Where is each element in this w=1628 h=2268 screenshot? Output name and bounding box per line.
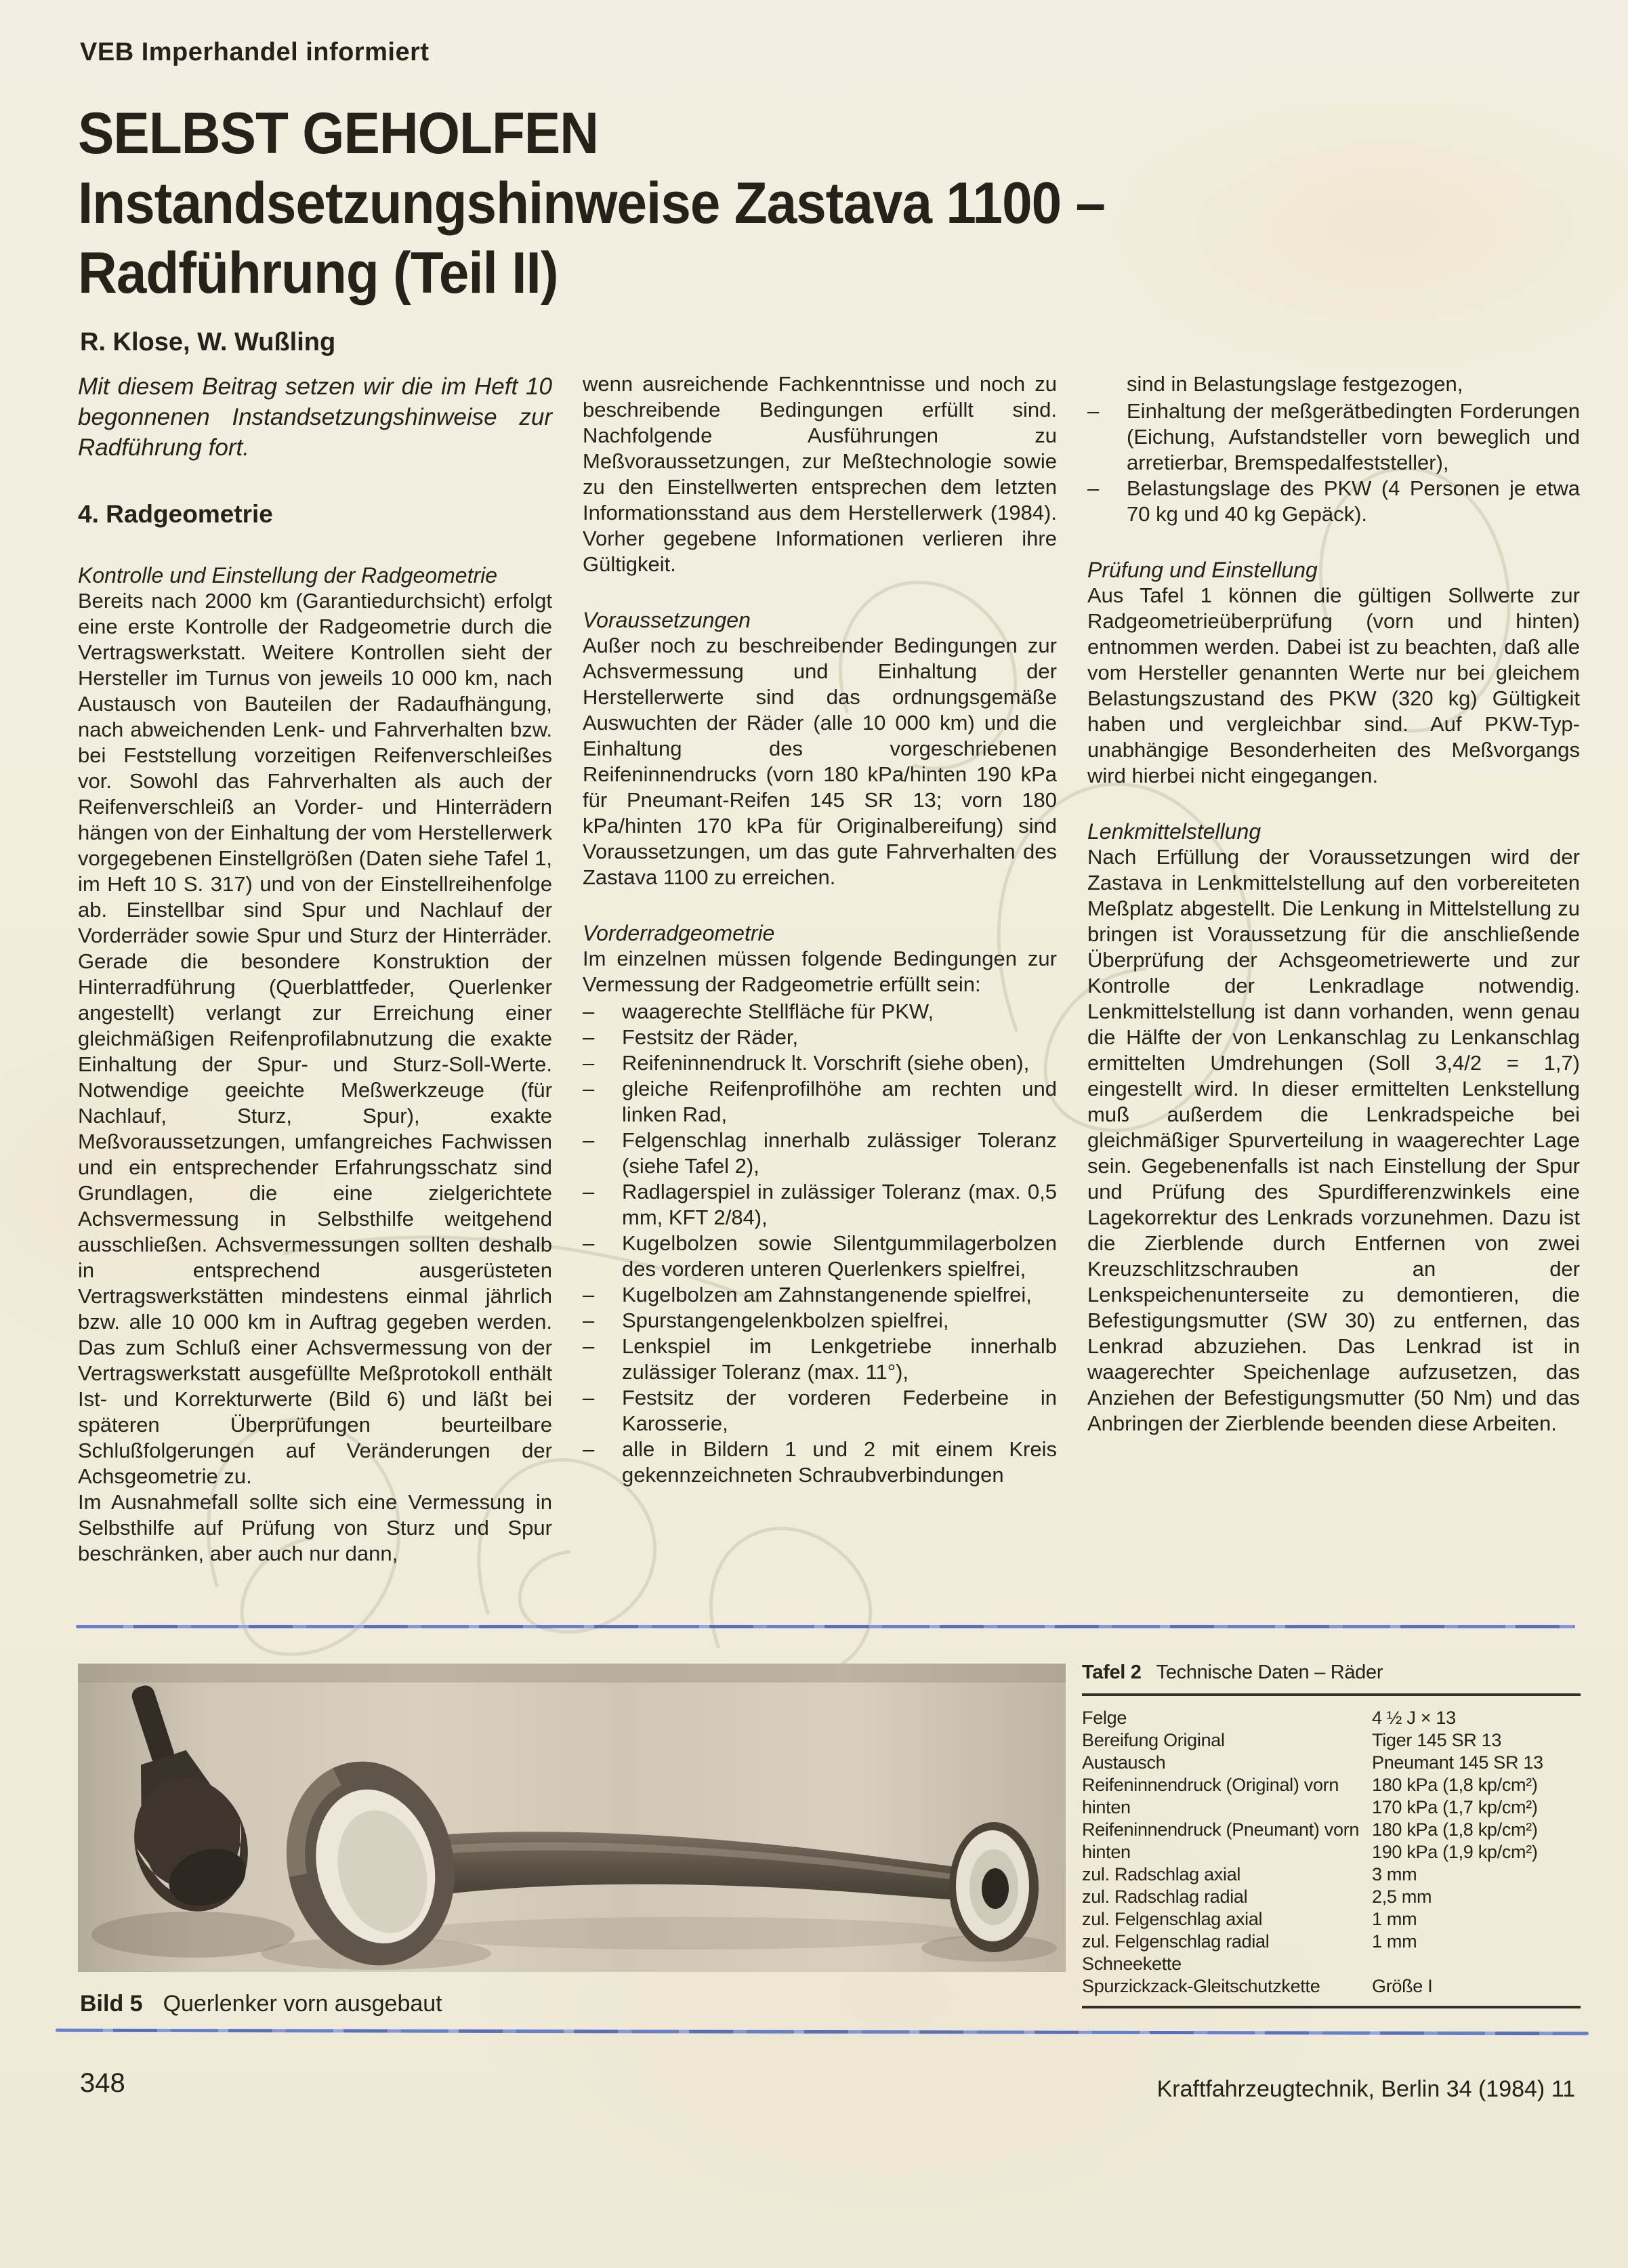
article-columns <box>78 371 1580 1626</box>
dash-bullet: – <box>583 1051 595 1075</box>
paragraph: Aus Tafel 1 können die gültigen Sollwerte zur Radgeometrieüberprüfung (vorn und hinten) entnommen werden. Dabei ist zu beachten, daß alle vom Hersteller genannten Werte nur bei gleichem Belastungszustand des PKW (320 kg) Gültigkeit haben und vergleichbar sind. Auf PKW-Typ-unabhängige Besonderheiten des Meßvorgangs wird hierbei nicht eingegangen. <box>1087 583 1580 787</box>
intro-abstract: Mit diesem Beitrag setzen wir die im Heft 10 begonnenen Instandsetzungshinweise zur Radführung fort. <box>78 373 552 461</box>
subheading-kontrolle-einstellung: Kontrolle und Einstellung der Radgeometrie <box>78 563 498 587</box>
paragraph: Außer noch zu beschreibender Bedingungen zur Achsvermessung und Einhaltung der Herstellerwerte sind das ordnungsgemäße Auswuchten der Räder (alle 10 000 km) und die Einhaltung des vorgeschriebenen Reifeninnendrucks (vorn 180 kPa/hinten 190 kPa für Pneumant-Reifen 145 SR 13; vorn 180 kPa/hinten 170 kPa für Originalbereifung) sind Voraussetzungen, um das gute Fahrverhalten des Zastava 1100 zu erreichen. <box>583 634 1057 889</box>
list-item: – Reifeninnendruck lt. Vorschrift (siehe oben), <box>583 1051 1030 1075</box>
table-cell-label: hinten <box>1082 1842 1131 1862</box>
figure-caption-label: Bild 5 <box>80 1991 143 2017</box>
table-cell-value: 170 kPa (1,7 kp/cm²) <box>1372 1797 1538 1817</box>
column-1 <box>78 371 552 1626</box>
list-item: – alle in Bildern 1 und 2 mit einem Kreis gekennzeichneten Schraubverbindungen <box>583 1437 1057 1487</box>
list-item: – Einhaltung der meßgerätbedingten Forderungen (Eichung, Aufstandsteller vorn beweglich und arretierbar, Bremspedalfeststeller), <box>1087 399 1580 474</box>
table-rule-bottom <box>1082 2006 1581 2008</box>
column-2 <box>583 371 1057 1626</box>
table-cell-label: zul. Felgenschlag axial <box>1082 1909 1263 1929</box>
dash-bullet: – <box>583 1437 595 1461</box>
subheading-pruefung-einstellung: Prüfung und Einstellung <box>1087 558 1318 582</box>
table-cell-label: zul. Felgenschlag radial <box>1082 1931 1270 1952</box>
paragraph: Im einzelnen müssen folgende Bedingungen zur Vermessung der Radgeometrie erfüllt sein: <box>583 947 1057 996</box>
table-header <box>1082 1662 1581 1693</box>
figure-caption <box>80 1991 442 2017</box>
table-cell-value: 1 mm <box>1372 1931 1417 1952</box>
dash-bullet: – <box>583 1128 595 1152</box>
subheading-lenkmittelstellung: Lenkmittelstellung <box>1087 819 1261 844</box>
table-cell-value: Größe I <box>1372 1976 1433 1996</box>
table-cell-value: 2,5 mm <box>1372 1886 1432 1907</box>
dash-bullet: – <box>583 1180 595 1203</box>
column-3 <box>1087 371 1580 1626</box>
list-item: – Kugelbolzen sowie Silentgummilagerbolzen des vorderen unteren Querlenkers spielfrei, <box>583 1231 1057 1281</box>
article-title <box>78 99 1105 308</box>
title-line-3: Radführung (Teil II) <box>78 241 558 306</box>
table-cell-value: 1 mm <box>1372 1909 1417 1929</box>
list-item: – gleiche Reifenprofilhöhe am rechten und linken Rad, <box>583 1077 1057 1126</box>
dash-bullet: – <box>583 999 595 1023</box>
section-heading-radgeometrie: 4. Radgeometrie <box>78 500 273 528</box>
subheading-vorderradgeometrie: Vorderradgeometrie <box>583 921 775 945</box>
paragraph: wenn ausreichende Fachkenntnisse und noch zu beschreibende Bedingungen erfüllt sind. Nachfolgende Ausführungen zu Meßvoraussetzungen, zur Meßtechnologie sowie zu den Einstellwerten entsprechen dem letzten Informationsstand aus dem Herstellerwerk (1984). Vorher gegebene Informationen verlieren ihre Gültigkeit. <box>583 372 1057 576</box>
table-cell-label: Spurzickzack-Gleitschutzkette <box>1082 1976 1320 1996</box>
control-arm-photo <box>78 1664 1066 1972</box>
list-item: – Festsitz der Räder, <box>583 1025 799 1049</box>
tafel-2-table <box>1082 1662 1581 2008</box>
conditions-list <box>583 999 1057 1488</box>
subheading-voraussetzungen: Voraussetzungen <box>583 608 751 632</box>
table-cell-value: 3 mm <box>1372 1864 1417 1884</box>
dash-bullet: – <box>583 1231 595 1255</box>
table-cell-value: 4 ½ J × 13 <box>1372 1708 1456 1728</box>
list-item: – Kugelbolzen am Zahnstangenende spielfrei, <box>583 1283 1032 1306</box>
table-cell-value: 190 kPa (1,9 kp/cm²) <box>1372 1842 1538 1862</box>
dash-bullet: – <box>1087 399 1100 423</box>
table-cell-label: zul. Radschlag radial <box>1082 1886 1248 1907</box>
table-cell-label: zul. Radschlag axial <box>1082 1864 1241 1884</box>
table-cell-value: Tiger 145 SR 13 <box>1372 1730 1502 1750</box>
list-item: – Radlagerspiel in zulässiger Toleranz (max. 0,5 mm, KFT 2/84), <box>583 1180 1057 1229</box>
table-cell-value <box>1372 1953 1581 1975</box>
list-item: – Lenkspiel im Lenkgetriebe innerhalb zulässiger Toleranz (max. 11°), <box>583 1334 1057 1384</box>
table-cell-label: Reifeninnendruck (Pneumant) vorn <box>1082 1819 1360 1840</box>
table-title-label: Tafel 2 <box>1082 1662 1142 1683</box>
table-cell-label: Bereifung Original <box>1082 1730 1225 1750</box>
paragraph: Nach Erfüllung der Voraussetzungen wird der Zastava in Lenkmittelstellung auf den vorbereiteten Meßplatz abgestellt. Die Lenkung in Mittelstellung zu bringen ist Voraussetzung für die anschließende Überprüfung der Achsgeometriewerte und zur Kontrolle der Lenkradlage notwendig. Lenkmittelstellung ist dann vorhanden, wenn genau die Hälfte der von Lenkanschlag zu Lenkanschlag ermittelten Umdrehungen (Soll 3,4/2 = 1,7) eingestellt wird. In dieser ermittelten Lenkstellung muß außerdem die Lenkradspeiche bei gleichmäßiger Spurverteilung in waagerechter Lage sein. Gegebenenfalls ist nach Einstellung der Spur und Prüfung des Spurdifferenzwinkels eine Lagekorrektur des Lenkrads vorzunehmen. Dazu ist die Zierblende durch Entfernen von zwei Kreuzschlitzschrauben an der Lenkspeichenunterseite zu demontieren, die Befestigungsmutter (SW 30) zu entfernen, das Lenkrad abzuziehen. Das Lenkrad ist in waagerechter Speichenlage aufzusetzen, das Anziehen der Befestigungsmutter (50 Nm) und das Anbringen der Zierblende beenden diese Arbeiten. <box>1087 845 1580 1435</box>
table-cell-label: Schneekette <box>1082 1954 1182 1974</box>
paragraph: Im Ausnahmefall sollte sich eine Vermessung in Selbsthilfe auf Prüfung von Sturz und Spur beschränken, aber auch nur dann, <box>78 1490 552 1565</box>
dash-bullet: – <box>583 1025 595 1049</box>
list-item: – Felgenschlag innerhalb zulässiger Toleranz (siehe Tafel 2), <box>583 1128 1057 1178</box>
paragraph: Bereits nach 2000 km (Garantiedurchsicht) erfolgt eine erste Kontrolle der Radgeometrie durch die Vertragswerkstatt. Weitere Kontrollen sieht der Hersteller im Turnus von jeweils 10 000 km, nach Austausch von Bauteilen der Radaufhängung, nach abweichenden Lenk- und Fahrverhalten bzw. bei Feststellung vorzeitigen Reifenverschleißes vor. Sowohl das Fahrverhalten als auch der Reifenverschleiß an Vorder- und Hinterrädern hängen von der Einhaltung der vom Herstellerwerk vorgegebenen Einstellgrößen (Daten siehe Tafel 1, im Heft 10 S. 317) und von der Einstellreihenfolge ab. Einstellbar sind Spur und Nachlauf der Vorderräder sowie Spur und Sturz der Hinterräder. Gerade die besondere Konstruktion der Hinterradführung (Querblattfeder, Querlenker angestellt) verlangt zur Erreichung einer gleichmäßigen Reifenprofilabnutzung die exakte Einhaltung der Spur- und Sturz-Soll-Werte. Notwendige geeichte Meßwerkzeuge (für Nachlauf, Sturz, Spur), exakte Meßvoraussetzungen, umfangreiches Fachwissen und ein entsprechender Erfahrungsschatz sind Grundlagen, die eine zielgerichtete Achsvermessung in Selbsthilfe weitgehend ausschließen. Achsvermessungen sollten deshalb in entsprechend ausgerüsteten Vertragswerkstätten mindestens einmal jährlich bzw. alle 10 000 km in Auftrag gegeben werden. Das zum Schluß einer Achsvermessung von der Vertragswerkstatt ausgefüllte Meßprotokoll enthält Ist- und Korrekturwerte (Bild 6) und läßt bei späteren Überprüfungen beurteilbare Schlußfolgerungen auf Veränderungen der Achsgeometrie zu. <box>78 589 552 1488</box>
journal-reference: Kraftfahrzeugtechnik, Berlin 34 (1984) 11 <box>1156 2076 1575 2102</box>
table-cell-label: Austausch <box>1082 1752 1166 1773</box>
table-cell-value: 180 kPa (1,8 kp/cm²) <box>1372 1775 1538 1795</box>
table-body <box>1082 1696 1581 2006</box>
figure-caption-text: Querlenker vorn ausgebaut <box>163 1991 442 2017</box>
list-item: – Spurstangengelenkbolzen spielfrei, <box>583 1308 949 1332</box>
dash-bullet: – <box>583 1283 595 1306</box>
table-cell-value: Pneumant 145 SR 13 <box>1372 1752 1543 1773</box>
dash-bullet: – <box>583 1308 595 1332</box>
list-item: – waagerechte Stellfläche für PKW, <box>583 999 934 1023</box>
blue-divider-top <box>76 1625 1575 1628</box>
table-cell-label: hinten <box>1082 1797 1131 1817</box>
table-cell-label: Felge <box>1082 1708 1127 1728</box>
list-item: – Festsitz der vorderen Federbeine in Karosserie, <box>583 1386 1057 1435</box>
list-item: – Belastungslage des PKW (4 Personen je etwa 70 kg und 40 kg Gepäck). <box>1087 476 1580 526</box>
dash-bullet: – <box>583 1386 595 1409</box>
title-line-1: SELBST GEHOLFEN <box>78 101 599 166</box>
dash-bullet: – <box>583 1334 595 1358</box>
page-number: 348 <box>80 2068 125 2098</box>
table-cell-value: 180 kPa (1,8 kp/cm²) <box>1372 1819 1538 1840</box>
list-item-continuation: sind in Belastungslage festgezogen, <box>1127 372 1463 396</box>
table-title-text: Technische Daten – Räder <box>1156 1662 1383 1683</box>
dash-bullet: – <box>583 1077 595 1100</box>
conditions-list-continued <box>1087 398 1580 527</box>
figure-photo <box>78 1664 1066 1972</box>
title-line-2: Instandsetzungshinweise Zastava 1100 – <box>78 171 1106 236</box>
dash-bullet: – <box>1087 476 1100 500</box>
kicker: VEB Imperhandel informiert <box>80 38 430 66</box>
table-cell-label: Reifeninnendruck (Original) vorn <box>1082 1775 1339 1795</box>
authors-byline: R. Klose, W. Wußling <box>80 328 336 356</box>
